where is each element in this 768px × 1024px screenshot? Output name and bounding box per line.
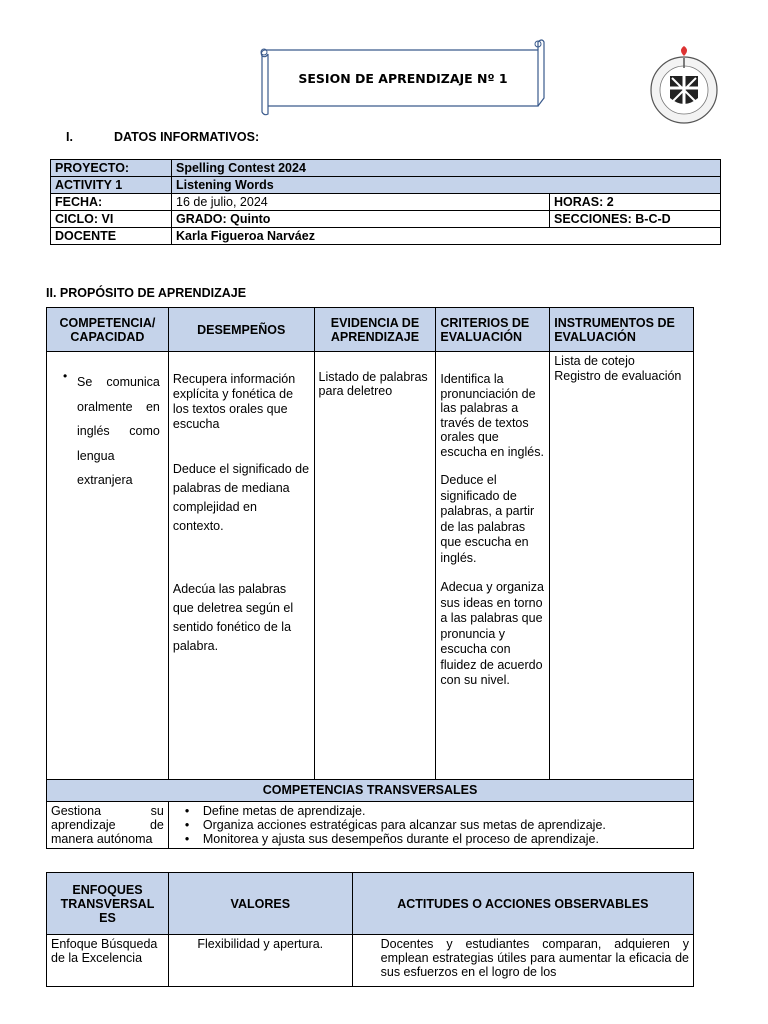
section-datos-heading: I. DATOS INFORMATIVOS: (66, 130, 260, 144)
school-crest-icon (648, 46, 720, 128)
section-proposito-heading: II. PROPÓSITO DE APRENDIZAJE (46, 286, 247, 300)
transversales-heading: COMPETENCIAS TRANSVERSALES (47, 780, 694, 802)
transversal-competencia: Gestiona su aprendizaje de manera autónoma (47, 802, 169, 849)
valor-text: Flexibilidad y apertura. (168, 935, 352, 987)
enfoques-table (46, 872, 694, 987)
table-row: ACTIVITY 1 Listening Words (51, 177, 721, 194)
table-row (47, 352, 694, 780)
desempeno-1: Recupera información explícita y fonética de los textos orales que escucha (172, 372, 296, 431)
page-title: SESION DE APRENDIZAJE Nº 1 (298, 71, 508, 86)
table-header-row: ENFOQUES TRANSVERSAL ES VALORES ACTITUDES O ACCIONES OBSERVABLES (47, 873, 694, 935)
title-banner (258, 38, 544, 114)
criterio-2: Deduce el significado de palabras, a partir de las palabras que escucha en inglés. (440, 473, 535, 565)
list-item: • Define metas de aprendizaje. (203, 804, 689, 818)
enfoque-text: Enfoque Búsqueda de la Excelencia (47, 935, 169, 987)
table-row: CICLO: VI GRADO: Quinto SECCIONES: B-C-D (51, 211, 721, 228)
purpose-table (46, 307, 694, 849)
criterio-1: Identifica la pronunciación de las palabras a través de textos orales que escucha en inglés. (440, 372, 544, 459)
table-row: PROYECTO: Spelling Contest 2024 (51, 160, 721, 177)
instrumento-2: Registro de evaluación (554, 369, 682, 383)
table-row (47, 935, 694, 987)
criterio-3: Adecua y organiza sus ideas en torno a las palabras que pronuncia y escucha con fluidez de acuerdo con su nivel. (440, 580, 544, 687)
actitud-text: Docentes y estudiantes comparan, adquieren y emplean estrategias útiles para aumentar la eficacia de sus esfuerzos en el logro de los (352, 935, 693, 987)
desempeno-3: Adecúa las palabras que deletrea según el sentido fonético de la palabra. (172, 582, 294, 653)
desempeno-2: Deduce el significado de palabras de mediana complejidad en contexto. (172, 462, 310, 533)
table-row (47, 780, 694, 802)
bullet-icon: • (63, 369, 68, 383)
info-table (50, 159, 721, 245)
instrumento-1: Lista de cotejo (554, 354, 635, 368)
table-header-row: COMPETENCIA/ CAPACIDAD DESEMPEÑOS EVIDENCIA DE APRENDIZAJE CRITERIOS DE EVALUACIÓN INSTRUMENTOS DE EVALUACIÓN (47, 308, 694, 352)
competencia-text: Se comunica oralmente en inglés como lengua extranjera (77, 375, 160, 487)
evidencia-text: Listado de palabras para deletreo (318, 370, 428, 398)
list-item: • Monitorea y ajusta sus desempeños durante el proceso de aprendizaje. (203, 832, 689, 846)
table-row: DOCENTE Karla Figueroa Narváez (51, 228, 721, 245)
table-row (47, 802, 694, 849)
table-row: FECHA: 16 de julio, 2024 HORAS: 2 (51, 194, 721, 211)
transversal-list (173, 804, 689, 846)
list-item: • Organiza acciones estratégicas para alcanzar sus metas de aprendizaje. (203, 818, 689, 832)
